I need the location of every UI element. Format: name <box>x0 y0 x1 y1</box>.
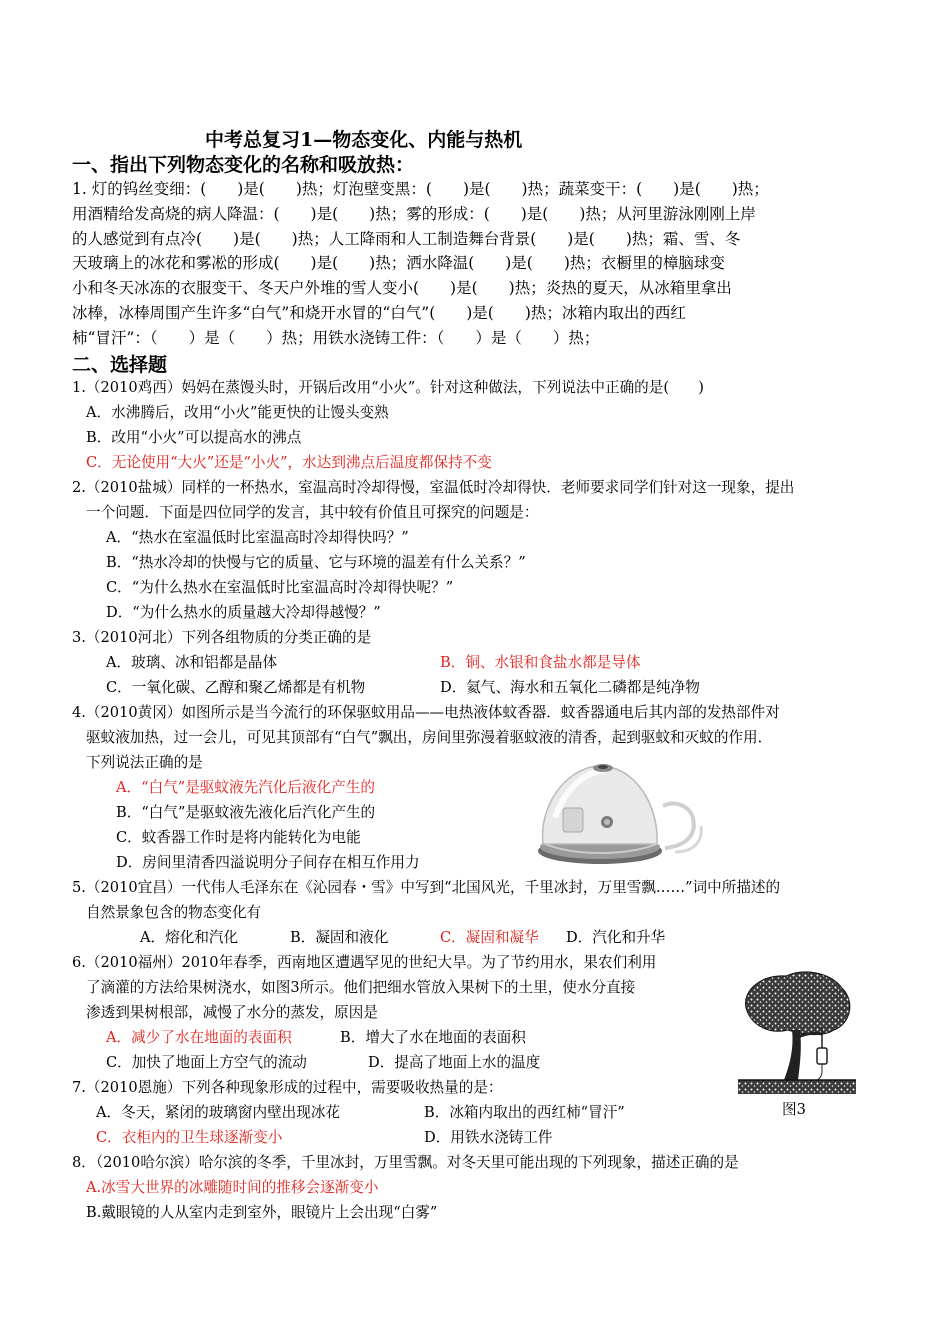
figure-3-caption: 图3 <box>782 1101 806 1118</box>
section1-line: 1. 灯的钨丝变细：( )是( )热；灯泡壁变黑：( )是( )热；蔬菜变干：( )是( )热； <box>72 180 769 198</box>
q3-option-d: D．氦气、海水和五氧化二磷都是纯净物 <box>440 679 700 696</box>
q2-option-b: B．“热水冷却的快慢与它的质量、它与环境的温差有什么关系？” <box>106 554 526 571</box>
q6-option-d: D．提高了地面上水的温度 <box>368 1054 541 1071</box>
q2-stem: 2.（2010盐城）同样的一杯热水，室温高时冷却得慢，室温低时冷却得快．老师要求同学们针对这一现象，提出 <box>72 479 795 496</box>
q5-stem: 5.（2010宜昌）一代伟人毛泽东在《沁园春・雪》中写到“北国风光，千里冰封，万里雪飘……”词中所描述的 <box>72 879 781 896</box>
q7-option-c-answer: C．衣柜内的卫生球逐渐变小 <box>96 1129 283 1146</box>
q3-stem: 3.（2010河北）下列各组物质的分类正确的是 <box>72 629 372 646</box>
section1-line: 用酒精给发高烧的病人降温：( )是( )热；雾的形成：( )是( )热；从河里游泳刚刚上岸 <box>72 204 756 223</box>
section1-line: 冰棒，冰棒周围产生许多“白气”和烧开水冒的“白气”( )是( )热；冰箱内取出的西红 <box>72 303 686 322</box>
q1-option-c-answer: C．无论使用“大火”还是“小火”，水达到沸点后温度都保持不变 <box>86 454 492 471</box>
drip-irrigation-tree-figure <box>738 968 856 1094</box>
q4-option-d: D．房间里清香四溢说明分子间存在相互作用力 <box>116 854 420 871</box>
q1-option-b: B．改用“小火”可以提高水的沸点 <box>86 429 302 446</box>
section1-line: 小和冬天冰冻的衣服变干、冬天户外堆的雪人变小( )是( )热；炎热的夏天，从冰箱里拿出 <box>72 279 732 298</box>
q3-option-a: A．玻璃、冰和铝都是晶体 <box>106 654 278 671</box>
q4-option-b: B．“白气”是驱蚊液先液化后汽化产生的 <box>116 804 376 821</box>
section1-line: 天玻璃上的冰花和雾凇的形成( )是( )热；洒水降温( )是( )热；衣橱里的樟脑球变 <box>72 254 725 273</box>
q7-option-b: B．冰箱内取出的西红柿“冒汗” <box>424 1104 625 1121</box>
q1-stem: 1.（2010鸡西）妈妈在蒸馒头时，开锅后改用“小火”。针对这种做法，下列说法中正确的是( ) <box>72 379 704 396</box>
q4-stem: 4.（2010黄冈）如图所示是当今流行的环保驱蚊用品——电热液体蚊香器．蚊香器通电后其内部的发热部件对 <box>72 704 780 721</box>
q2-option-a: A．“热水在室温低时比室温高时冷却得快吗？” <box>106 529 409 546</box>
q3-option-b-answer: B．铜、水银和食盐水都是导体 <box>440 654 641 671</box>
section1-paragraph <box>72 177 872 351</box>
section1-line: 的人感觉到有点冷( )是( )热；人工降雨和人工制造舞台背景( )是( )热；霜、雪、冬 <box>72 229 741 248</box>
q2-option-c: C．“为什么热水在室温低时比室温高时冷却得快呢？” <box>106 579 454 596</box>
q4-option-c: C．蚊香器工作时是将内能转化为电能 <box>116 829 361 846</box>
mosquito-repeller-photo <box>525 748 705 870</box>
q5-option-b: B．凝固和液化 <box>290 929 389 946</box>
q1-option-a: A．水沸腾后，改用“小火”能更快的让馒头变熟 <box>86 404 389 421</box>
q6-stem: 6.（2010福州）2010年春季，西南地区遭遇罕见的世纪大旱。为了节约用水，果农们利用 <box>72 954 657 971</box>
q4-stem-cont: 下列说法正确的是 <box>86 754 203 771</box>
q6-option-a-answer: A．减少了水在地面的表面积 <box>106 1029 292 1046</box>
q6-stem-cont: 渗透到果树根部，减慢了水分的蒸发，原因是 <box>86 1004 378 1021</box>
q4-stem-cont: 驱蚊液加热，过一会儿，可见其顶部有“白气”飘出，房间里弥漫着驱蚊液的清香，起到驱蚊和灭蚊的作用． <box>86 729 773 746</box>
section2-heading: 二、选择题 <box>72 354 168 376</box>
q7-option-d: D．用铁水浇铸工件 <box>424 1129 553 1146</box>
q6-stem-cont: 了滴灌的方法给果树浇水，如图3所示。他们把细水管放入果树下的土里，使水分直接 <box>86 979 636 996</box>
q8-option-b: B.戴眼镜的人从室内走到室外，眼镜片上会出现“白雾” <box>86 1204 438 1221</box>
q8-stem: 8．（2010哈尔滨）哈尔滨的冬季，千里冰封，万里雪飘。对冬天里可能出现的下列现象，描述正确的是 <box>72 1154 739 1171</box>
q8-option-a-answer: A.冰雪大世界的冰雕随时间的推移会逐渐变小 <box>86 1179 379 1196</box>
q2-stem-cont: 一个问题．下面是四位同学的发言，其中较有价值且可探究的问题是： <box>86 504 539 521</box>
q5-option-a: A．熔化和汽化 <box>140 929 239 946</box>
q2-option-d: D．“为什么热水的质量越大冷却得越慢？” <box>106 604 381 621</box>
section1-line: 柿“冒汗”：（ ）是（ ）热；用铁水浇铸工件：（ ）是（ ）热； <box>72 328 600 347</box>
q5-option-c-answer: C．凝固和凝华 <box>440 929 539 946</box>
q6-option-b: B．增大了水在地面的表面积 <box>340 1029 526 1046</box>
page-title: 中考总复习1—物态变化、内能与热机 <box>205 129 523 151</box>
section1-heading: 一、指出下列物态变化的名称和吸放热： <box>72 154 415 176</box>
q7-stem: 7.（2010恩施）下列各种现象形成的过程中，需要吸收热量的是： <box>72 1079 503 1096</box>
q5-stem-cont: 自然景象包含的物态变化有 <box>86 904 262 921</box>
q4-option-a-answer: A．“白气”是驱蚊液先汽化后液化产生的 <box>116 779 375 796</box>
q5-option-d: D．汽化和升华 <box>566 929 666 946</box>
q7-option-a: A．冬天，紧闭的玻璃窗内壁出现冰花 <box>96 1104 341 1121</box>
q3-option-c: C．一氧化碳、乙醇和聚乙烯都是有机物 <box>106 679 366 696</box>
q6-option-c: C．加快了地面上方空气的流动 <box>106 1054 307 1071</box>
